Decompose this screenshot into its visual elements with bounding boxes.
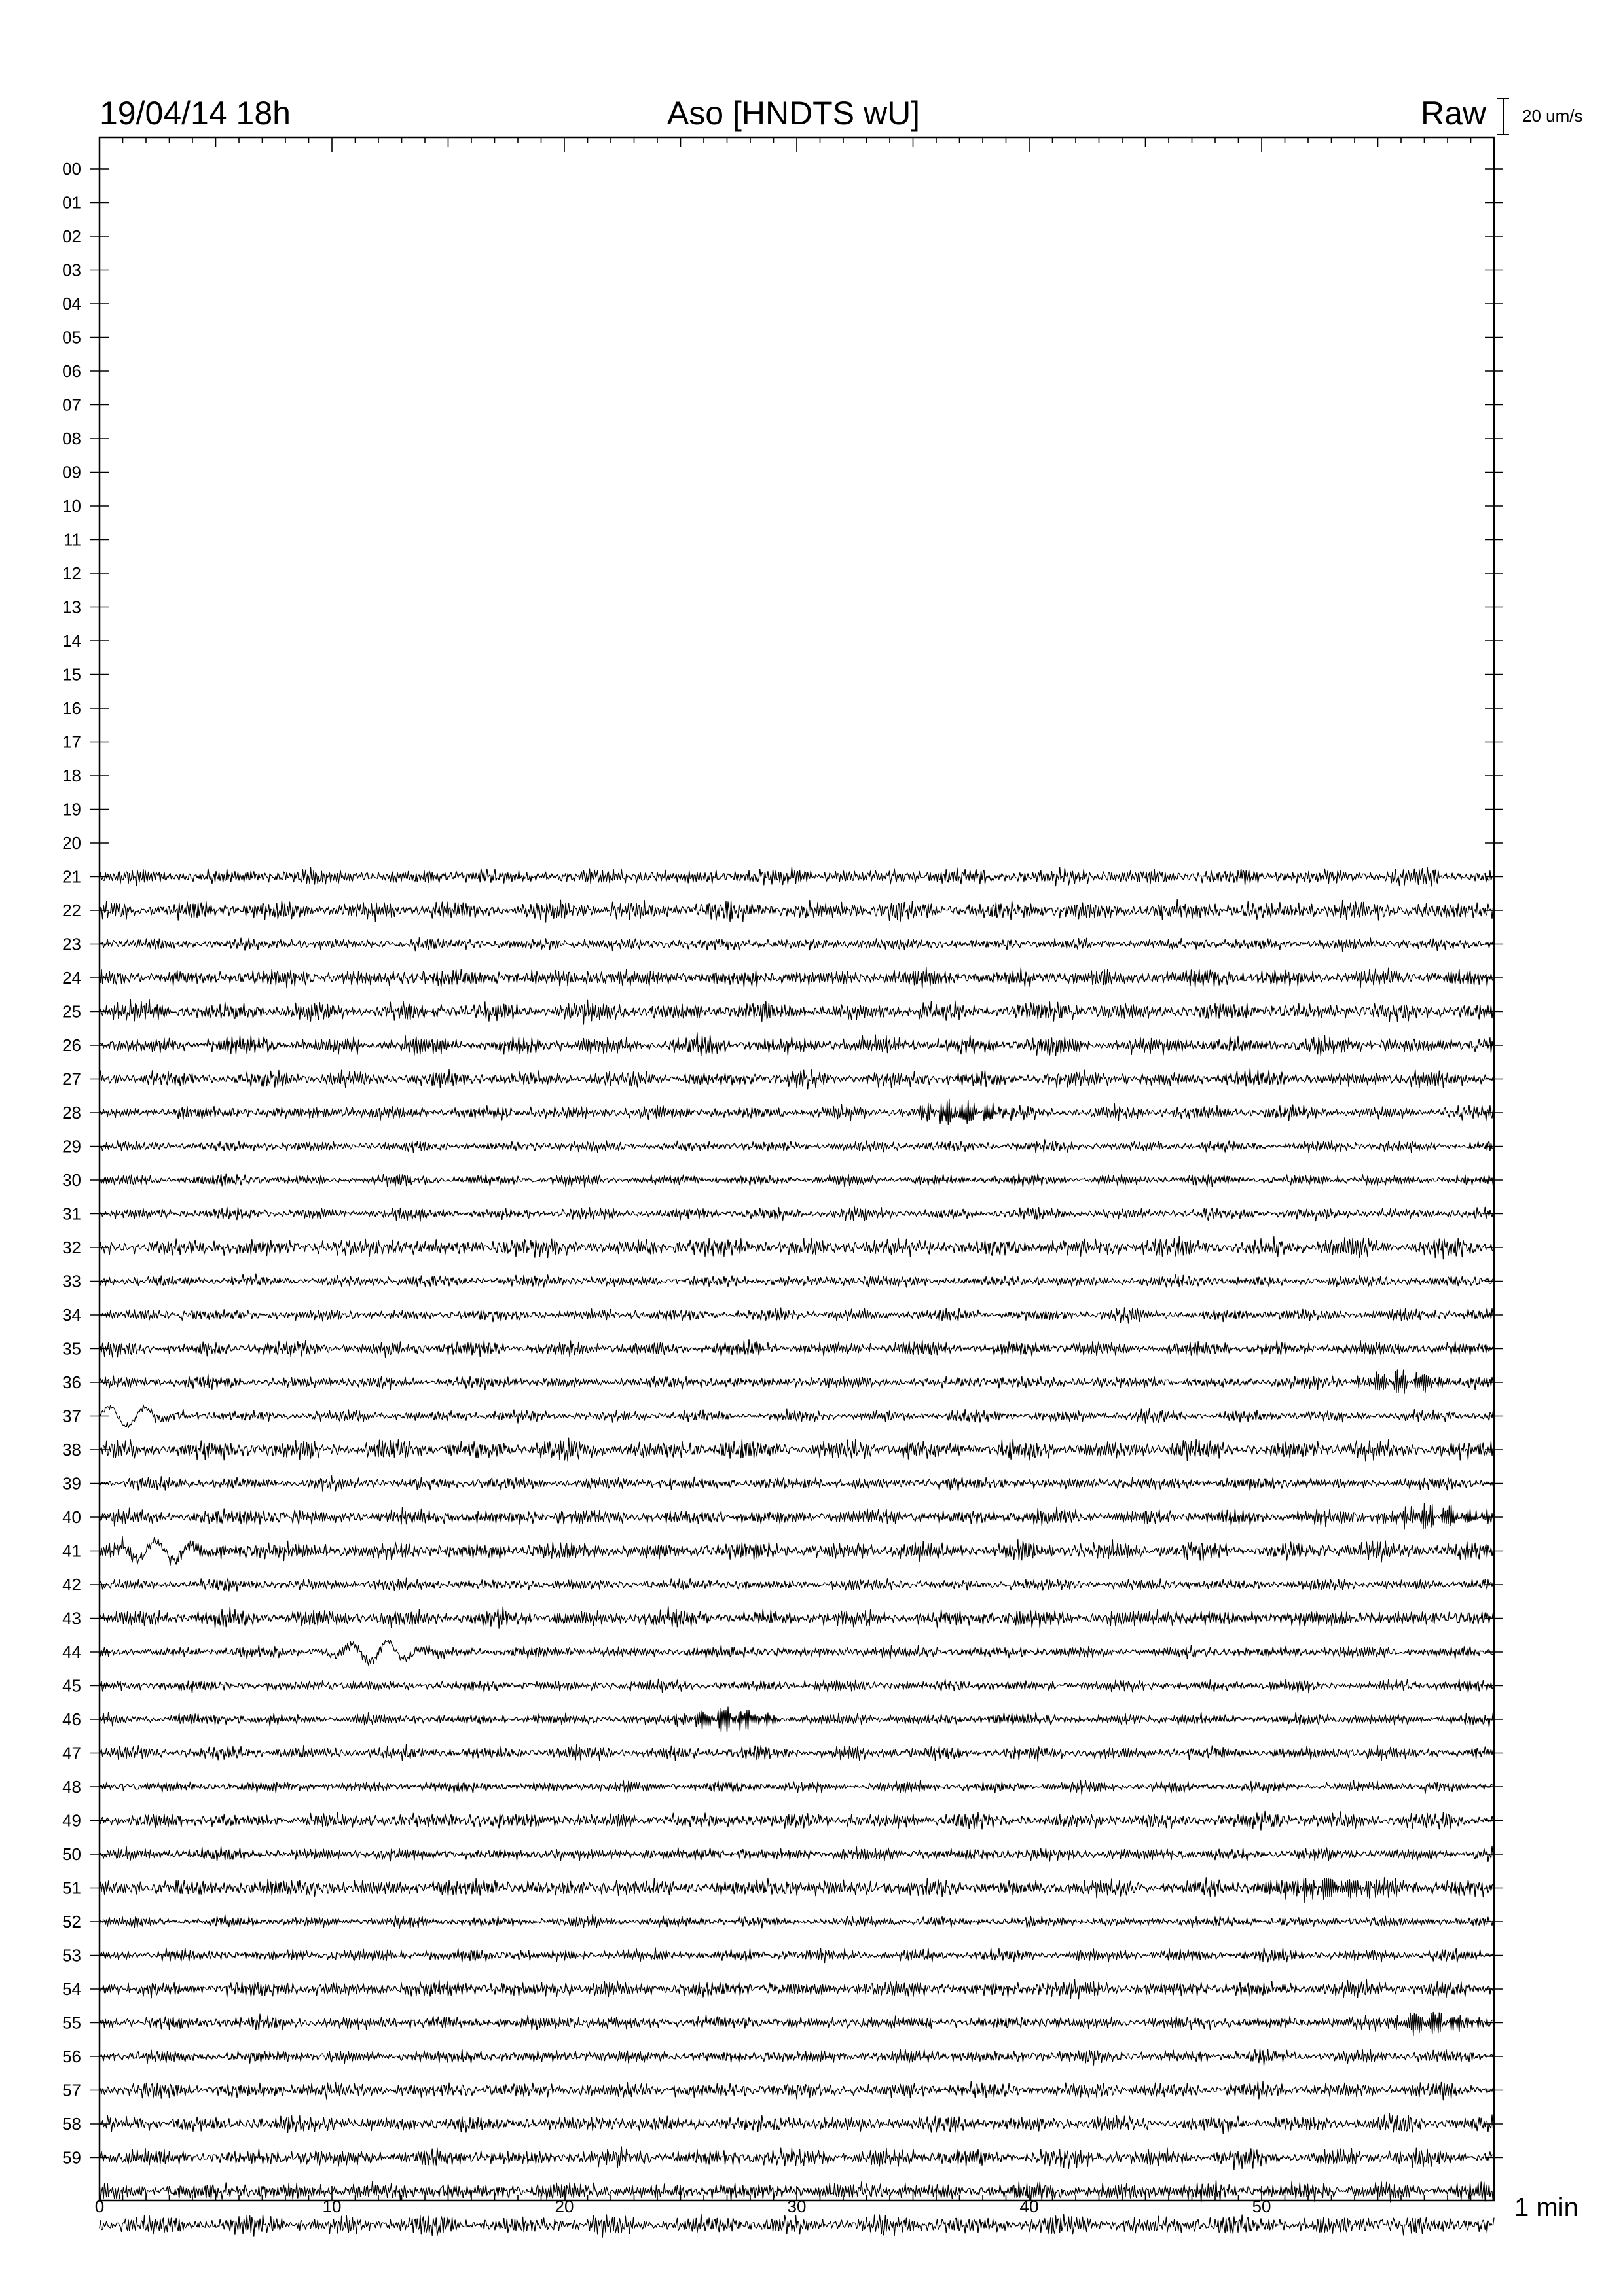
row-label: 49	[62, 1810, 81, 1831]
row-label: 25	[62, 1001, 81, 1022]
row-label: 22	[62, 901, 81, 920]
trace-row	[100, 1174, 1494, 1187]
x-axis-unit-label: 1 min	[1514, 2193, 1578, 2222]
trace-row	[100, 938, 1494, 952]
row-label: 43	[62, 1608, 81, 1628]
trace-row	[100, 1140, 1494, 1153]
trace-row	[100, 1679, 1494, 1693]
row-label: 47	[62, 1743, 81, 1763]
row-label: 45	[62, 1676, 81, 1696]
x-axis-labels	[95, 2197, 1271, 2216]
trace-row	[100, 1811, 1494, 1830]
row-label: 38	[62, 1440, 81, 1460]
row-label: 51	[62, 1878, 81, 1898]
trace-row	[100, 2214, 1494, 2237]
trace-row	[100, 2081, 1494, 2100]
row-label: 13	[62, 597, 81, 617]
row-label: 28	[62, 1103, 81, 1122]
trace-row	[100, 1780, 1494, 1794]
row-label: 09	[62, 462, 81, 482]
x-tick-label: 40	[1019, 2197, 1039, 2216]
row-label: 12	[62, 564, 81, 583]
row-label: 50	[62, 1844, 81, 1864]
row-label: 41	[62, 1541, 81, 1561]
row-label: 46	[62, 1710, 81, 1729]
row-label: 26	[62, 1035, 81, 1055]
row-label: 17	[62, 732, 81, 752]
trace-row	[100, 1207, 1494, 1221]
trace-row	[100, 1979, 1494, 1999]
trace-row	[100, 1033, 1494, 1056]
row-label: 56	[62, 2047, 81, 2066]
trace-row	[100, 1308, 1494, 1323]
row-label: 44	[62, 1642, 81, 1662]
row-label: 15	[62, 664, 81, 685]
row-label: 01	[62, 192, 81, 213]
row-label: 31	[62, 1204, 81, 1224]
row-label: 32	[62, 1238, 81, 1257]
trace-row	[100, 2049, 1494, 2066]
trace-row	[100, 1640, 1494, 1665]
trace-row	[100, 1405, 1494, 1427]
trace-row	[100, 1069, 1494, 1089]
trace-row	[100, 1340, 1494, 1358]
trace-row	[100, 1099, 1494, 1124]
row-label: 57	[62, 2080, 81, 2100]
row-label: 16	[62, 698, 81, 718]
row-label: 19	[62, 799, 81, 819]
row-label: 18	[62, 766, 81, 785]
trace-row	[100, 999, 1494, 1025]
row-labels	[62, 159, 81, 2168]
row-label: 03	[62, 260, 81, 280]
x-tick-label: 50	[1252, 2197, 1271, 2216]
mode-label: Raw	[1420, 95, 1486, 132]
x-tick-label: 10	[322, 2197, 342, 2216]
row-label: 07	[62, 395, 81, 415]
datetime-label: 19/04/14 18h	[100, 95, 291, 132]
row-label: 33	[62, 1271, 81, 1291]
row-label: 08	[62, 429, 81, 448]
x-tick-label: 20	[555, 2197, 574, 2216]
trace-row	[100, 2113, 1494, 2134]
trace-row	[100, 1878, 1494, 1903]
trace-row	[100, 1274, 1494, 1287]
row-label: 53	[62, 1945, 81, 1965]
seismic-traces	[100, 867, 1494, 2237]
row-label: 54	[62, 1979, 81, 1999]
trace-row	[100, 899, 1494, 922]
trace-row	[100, 1537, 1494, 1566]
row-label: 48	[62, 1777, 81, 1797]
row-label: 52	[62, 1912, 81, 1931]
row-label: 42	[62, 1575, 81, 1594]
trace-row	[100, 1707, 1494, 1732]
trace-row	[100, 1915, 1494, 1929]
x-tick-label: 0	[94, 2197, 105, 2216]
trace-row	[100, 1370, 1494, 1393]
row-label: 04	[62, 294, 81, 314]
row-label: 05	[62, 327, 81, 348]
trace-row	[100, 1236, 1494, 1259]
row-label: 30	[62, 1170, 81, 1190]
row-label: 40	[62, 1507, 81, 1527]
row-label: 35	[62, 1338, 81, 1359]
row-label: 59	[62, 2147, 81, 2168]
trace-row	[100, 867, 1494, 886]
trace-row	[100, 1438, 1494, 1461]
amplitude-scale-label: 20 um/s	[1522, 106, 1583, 126]
row-label: 34	[62, 1305, 81, 1325]
trace-row	[100, 2013, 1494, 2036]
row-label: 21	[62, 867, 81, 887]
trace-row	[100, 1744, 1494, 1762]
row-label: 06	[62, 361, 81, 381]
trace-row	[100, 1846, 1494, 1862]
row-label: 27	[62, 1069, 81, 1089]
trace-row	[100, 967, 1494, 988]
trace-row	[100, 1607, 1494, 1629]
trace-row	[100, 1948, 1494, 1963]
trace-row	[100, 1578, 1494, 1591]
row-label: 58	[62, 2114, 81, 2134]
trace-row	[100, 1503, 1494, 1529]
trace-row	[100, 2147, 1494, 2170]
row-label: 14	[62, 631, 81, 651]
row-label: 37	[62, 1406, 81, 1426]
row-label: 55	[62, 2013, 81, 2033]
row-label: 11	[64, 529, 81, 550]
amplitude-scale-bar	[1497, 98, 1509, 134]
row-label: 20	[62, 833, 81, 853]
row-label: 39	[62, 1473, 81, 1494]
row-label: 29	[62, 1136, 81, 1157]
row-label: 00	[62, 159, 81, 179]
row-label: 36	[62, 1372, 81, 1392]
row-label: 23	[62, 934, 81, 954]
x-tick-label: 30	[787, 2197, 807, 2216]
row-label: 24	[62, 968, 81, 988]
row-label: 10	[62, 496, 81, 516]
trace-row	[100, 1476, 1494, 1492]
station-title: Aso [HNDTS wU]	[666, 95, 921, 132]
row-label: 02	[62, 226, 81, 246]
